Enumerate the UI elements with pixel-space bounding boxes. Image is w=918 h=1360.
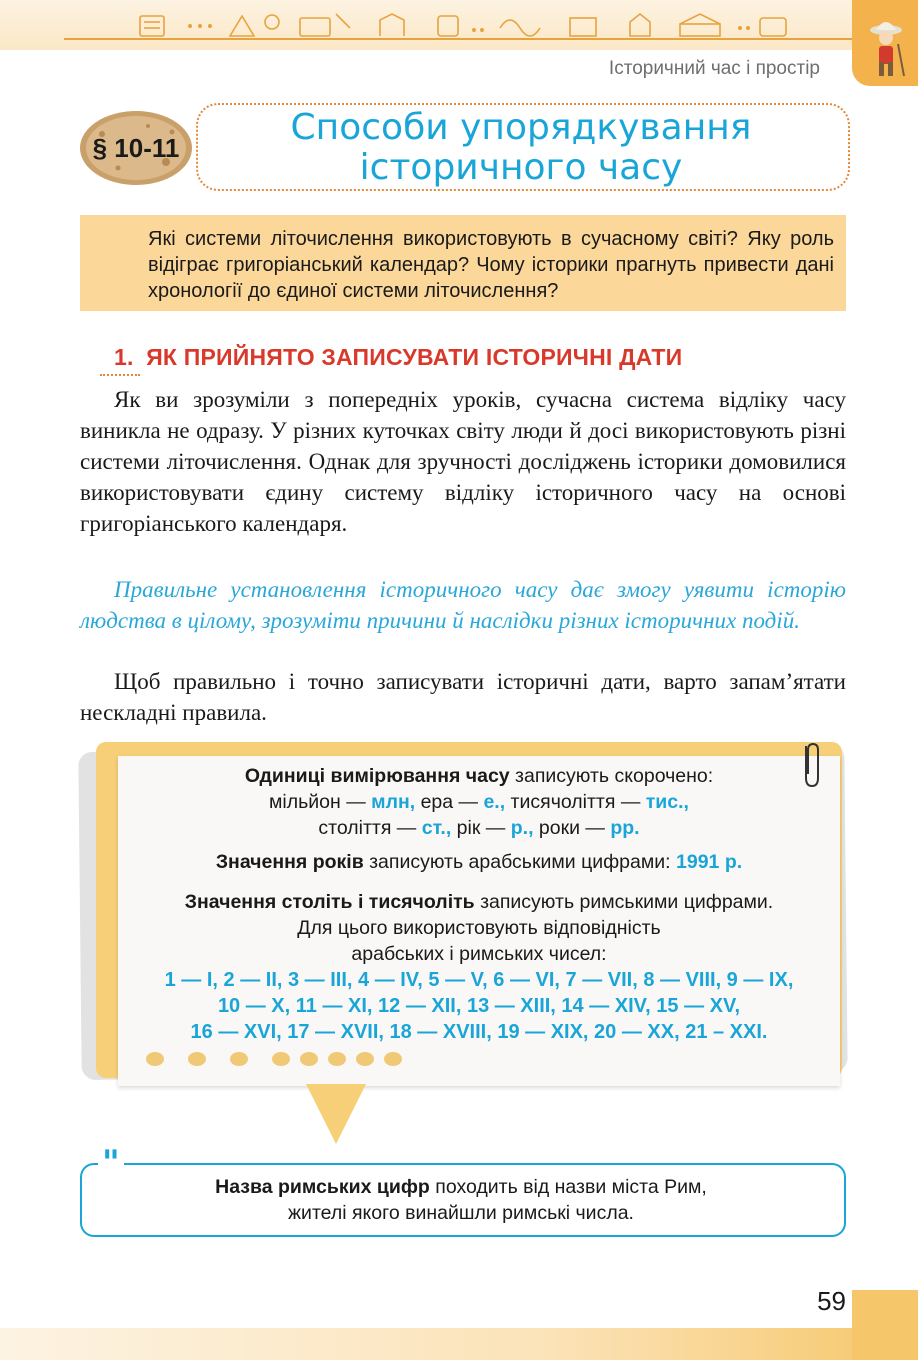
- note-bead: [328, 1052, 346, 1066]
- fact-line-2: жителі якого винайшли римські числа.: [288, 1202, 634, 1224]
- fact-line-1: Назва римських цифр походить від назви міста Рим,: [215, 1176, 707, 1198]
- header-rule: [64, 38, 854, 40]
- quote-icon: ": [98, 1148, 124, 1178]
- explorer-icon: [852, 0, 918, 86]
- body-paragraph-1: Як ви зрозуміли з попередніх уроків, сучасна система відліку часу виникла не одразу. У різних куточках світу люди й досі використовують різні системи літочислення. Однак для зручності досліджень історики домовилися використовувати єдину систему відліку історичного часу на основі григоріанського календаря.: [80, 387, 846, 536]
- page-number-tab: [852, 1290, 918, 1360]
- footer-strip: [0, 1328, 918, 1360]
- paragraph-number-badge: [78, 108, 198, 188]
- roman-numerals-line-3: 16 — XVI, 17 — XVII, 18 — XVIII, 19 — XIX, 20 — XX, 21 – XXI.: [190, 1021, 768, 1043]
- page-title: [196, 108, 846, 188]
- centuries-rule-line-2: Для цього використовують відповідність: [297, 917, 661, 939]
- paragraph-number: § 10-11: [92, 133, 180, 163]
- note-bead: [188, 1052, 206, 1066]
- units-rule-line-3: століття — ст., рік — р., роки — рр.: [318, 817, 640, 839]
- page-number: 59: [817, 1286, 846, 1316]
- centuries-rule-line-1: Значення століть і тисячоліть записують римськими цифрами.: [184, 891, 774, 913]
- note-bead: [272, 1052, 290, 1066]
- title-line-2: історичного часу: [359, 147, 683, 188]
- roman-numerals-line-2: 10 — X, 11 — XI, 12 — XII, 13 — XIII, 14 — XIV, 15 — XV,: [217, 995, 741, 1017]
- section-title: ЯК ПРИЙНЯТО ЗАПИСУВАТИ ІСТОРИЧНІ ДАТИ: [146, 344, 683, 370]
- explorer-corner-tab: [852, 0, 918, 86]
- section-heading: [100, 344, 840, 371]
- history-icons-strip: [120, 6, 840, 40]
- body-paragraph-3: Щоб правильно і точно записувати історичні дати, варто запам’ятати нескладні правила.: [80, 669, 846, 725]
- note-bead: [230, 1052, 248, 1066]
- centuries-rule-line-3: арабських і римських чисел:: [351, 943, 607, 965]
- note-speech-tail: [306, 1084, 366, 1144]
- body-paragraph-highlight: Правильне установлення історичного часу дає змогу уявити історію людства в цілому, зрозуміти причини й наслідки різних історичних подій.: [80, 577, 846, 633]
- units-rule-line-1: Одиниці вимірювання часу записують скорочено:: [244, 765, 714, 787]
- intro-questions: Які системи літочислення використовують в сучасному світі? Яку роль відіграє григоріанський календар? Чому історики прагнуть привести дані хронології до єдиної системи літочислення?: [148, 228, 834, 302]
- years-rule: Значення років записують арабськими цифрами: 1991 р.: [215, 851, 743, 873]
- running-head: Історичний час і простір: [608, 58, 820, 79]
- title-line-1: Способи упорядкування: [290, 107, 752, 148]
- note-bead: [300, 1052, 318, 1066]
- note-bead: [356, 1052, 374, 1066]
- units-rule-line-2: мільйон — млн, ера — е., тисячоліття — тис.,: [269, 791, 689, 813]
- note-bead: [146, 1052, 164, 1066]
- note-bead: [384, 1052, 402, 1066]
- roman-numerals-line-1: 1 — I, 2 — II, 3 — III, 4 — IV, 5 — V, 6 — VI, 7 — VII, 8 — VIII, 9 — IX,: [164, 969, 794, 991]
- section-number: 1.: [100, 344, 140, 376]
